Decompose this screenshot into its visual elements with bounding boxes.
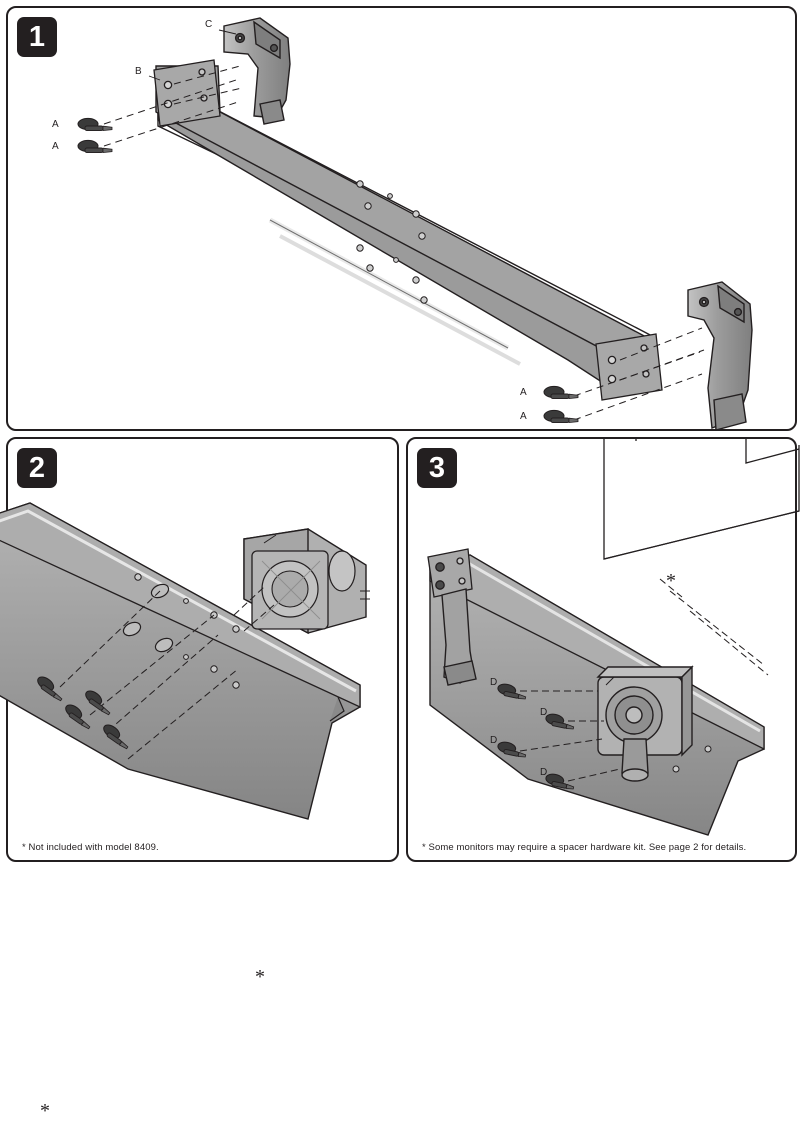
step-3-number: 3 xyxy=(417,448,457,488)
step-3-label-d-1: D xyxy=(490,677,498,688)
step-1-label-a-3: A xyxy=(520,387,527,398)
step-1-label-a-2: A xyxy=(52,141,59,152)
step-3-label-d-2: D xyxy=(540,707,548,718)
step-1-number: 1 xyxy=(17,17,57,57)
step-1-label-b: B xyxy=(135,66,142,77)
step-1-label-c: C xyxy=(205,19,213,30)
step-2-asterisk-screws: * xyxy=(40,1100,50,1122)
step-2-number: 2 xyxy=(17,448,57,488)
step-2-asterisk-adapter: * xyxy=(255,966,265,988)
step-1-label-a-1: A xyxy=(52,119,59,130)
step-1-illustration xyxy=(8,8,799,433)
step-3-footnote: * Some monitors may require a spacer hardware kit. See page 2 for details. xyxy=(422,842,747,853)
step-1-label-a-4: A xyxy=(520,411,527,422)
step-2-footnote: * Not included with model 8409. xyxy=(22,842,159,853)
step-2-panel xyxy=(6,437,399,1122)
step-3-label-d-4: D xyxy=(540,767,548,778)
step-2-illustration xyxy=(8,439,401,864)
step-3-label-d-3: D xyxy=(490,735,498,746)
step-3-asterisk: * xyxy=(666,570,676,592)
step-1-panel xyxy=(6,6,797,431)
step-3-panel xyxy=(406,437,797,862)
step-3-illustration xyxy=(408,439,799,864)
